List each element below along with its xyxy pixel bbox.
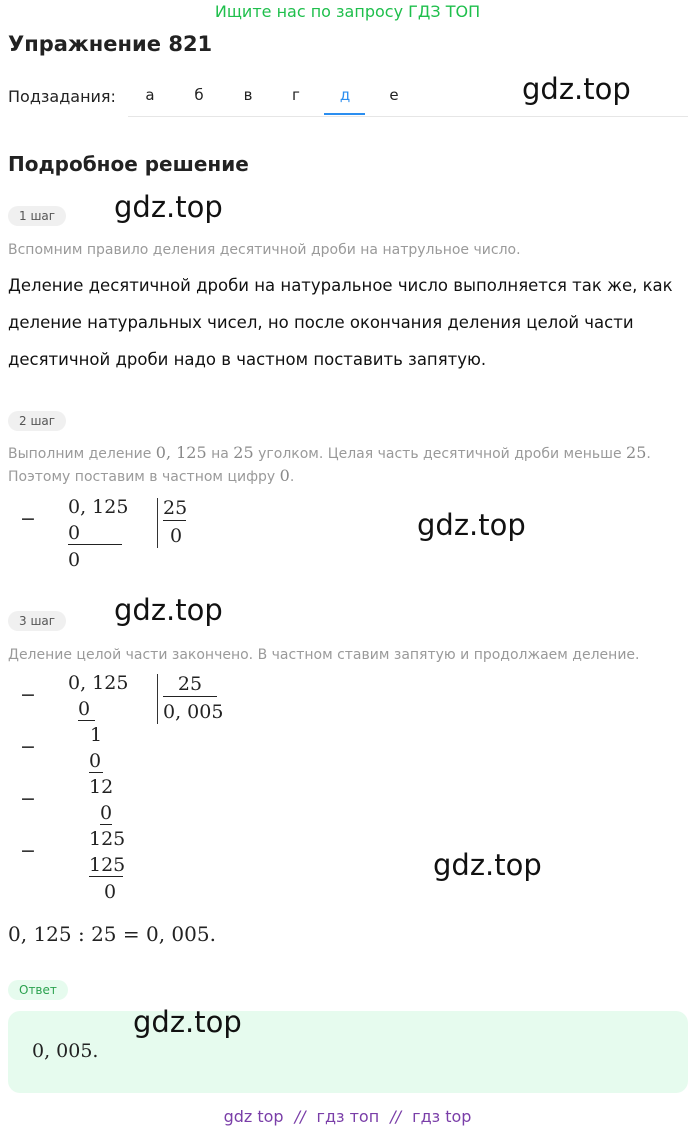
subtrahend: 0 (100, 802, 113, 824)
rule-line: Деление десятичной дроби на натуральное число выполняется так же, как (8, 276, 673, 295)
footer-link-gdz-top-mixed[interactable]: гдз top (412, 1107, 472, 1126)
divisor: 25 (163, 497, 188, 519)
minus-sign: − (20, 508, 36, 530)
watermark: gdz.top (133, 1005, 242, 1039)
remainder: 0 (104, 881, 117, 903)
subtrahend: 0 (68, 522, 122, 545)
answer-box (8, 1011, 688, 1093)
tab-a[interactable]: а (145, 86, 155, 104)
footer-link-gdz-top[interactable]: gdz top (223, 1107, 284, 1126)
remainder: 0 (68, 549, 81, 571)
minus-sign: − (20, 736, 36, 758)
footer-separator: // (390, 1107, 402, 1126)
watermark: gdz.top (114, 190, 223, 224)
step-1-badge: 1 шаг (8, 206, 66, 226)
step-1-rule (8, 267, 688, 378)
step-1-hint: Вспомним правило деления десятичной дроби на натрульное число. (8, 242, 521, 258)
partial-remainder: 125 (89, 828, 126, 850)
answer-value: 0, 005. (32, 1040, 99, 1062)
watermark: gdz.top (522, 72, 631, 106)
tab-g[interactable]: г (292, 86, 300, 104)
dividend: 0, 125 (68, 496, 129, 518)
division-bar (157, 674, 158, 724)
footer-link-gdz-top-ru[interactable]: гдз топ (316, 1107, 380, 1126)
watermark: gdz.top (114, 593, 223, 627)
step-2-badge: 2 шаг (8, 411, 66, 431)
answer-badge: Ответ (8, 980, 68, 1000)
minus-sign: − (20, 840, 36, 862)
step-3-badge: 3 шаг (8, 611, 66, 631)
subtasks-label: Подзадания: (8, 87, 116, 106)
tab-v[interactable]: в (243, 86, 253, 104)
watermark: gdz.top (417, 508, 526, 542)
partial-remainder: 1 (90, 724, 103, 746)
minus-sign: − (20, 788, 36, 810)
footer-separator: // (294, 1107, 306, 1126)
footer-links (0, 1107, 695, 1126)
page-title: Упражнение 821 (8, 32, 213, 56)
tab-d[interactable]: д (339, 86, 351, 104)
tab-e[interactable]: е (389, 86, 399, 104)
step-2-hint: Выполним деление 0, 125 на 25 уголком. Целая часть десятичной дроби меньше 25. Поэтому поставим в частном цифру 0. (8, 443, 651, 485)
minus-sign: − (20, 684, 36, 706)
tab-b[interactable]: б (194, 86, 204, 104)
subtrahend: 0 (89, 750, 102, 772)
result-equation: 0, 125 : 25 = 0, 005. (8, 922, 216, 946)
top-banner[interactable]: Ищите нас по запросу ГДЗ ТОП (214, 2, 481, 21)
step-3-hint: Деление целой части закончено. В частном ставим запятую и продолжаем деление. (8, 647, 640, 663)
active-tab-indicator (324, 113, 365, 115)
rule-line: деление натуральных чисел, но после окончания деления целой части (8, 313, 634, 332)
partial-remainder: 12 (89, 776, 114, 798)
division-bar (157, 498, 158, 548)
dividend: 0, 125 (68, 672, 129, 694)
quotient: 0 (170, 525, 183, 547)
divisor: 25 (163, 672, 217, 697)
solution-title: Подробное решение (8, 152, 249, 176)
rule-line: десятичной дроби надо в частном поставить запятую. (8, 350, 487, 369)
subtrahend: 0 (78, 698, 95, 721)
subtrahend: 125 (89, 854, 126, 876)
quotient: 0, 005 (163, 701, 224, 723)
watermark: gdz.top (433, 848, 542, 882)
